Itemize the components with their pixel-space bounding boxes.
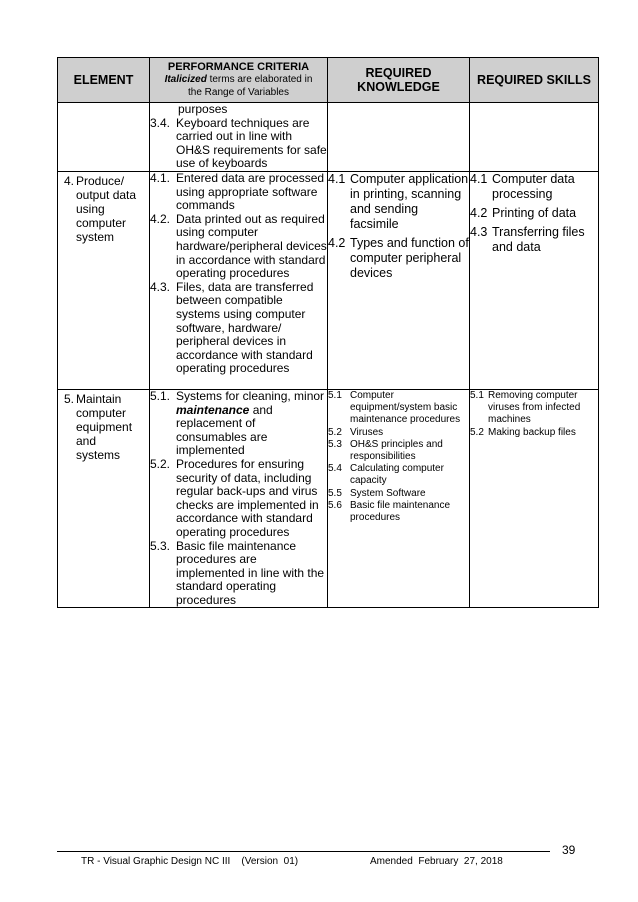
italic-term: maintenance — [176, 402, 250, 417]
item-text — [176, 390, 327, 458]
list-item — [328, 236, 469, 281]
item-text: Viruses — [350, 426, 384, 438]
list-item — [470, 172, 598, 202]
list-item — [470, 427, 598, 439]
item-text-pre: Systems for cleaning, minor — [176, 388, 325, 403]
competency-table — [57, 57, 599, 608]
cell-element-empty — [58, 103, 150, 172]
item-number: 3.4. — [150, 115, 171, 130]
item-number: 4.2 — [470, 205, 488, 220]
header-required-skills — [470, 58, 599, 103]
header-element-label: ELEMENT — [73, 73, 134, 87]
list-item — [328, 172, 469, 232]
list-item — [150, 172, 327, 213]
item-text: Printing of data — [492, 205, 577, 220]
list-item — [470, 206, 598, 221]
page-number: 39 — [562, 843, 576, 857]
knowledge-list — [328, 172, 469, 281]
cell-criteria — [150, 389, 328, 608]
footer-amended-date: Amended February 27, 2018 — [370, 856, 503, 867]
item-number: 5.2 — [470, 426, 484, 438]
list-item — [150, 117, 327, 171]
list-item — [470, 225, 598, 255]
skills-list — [470, 172, 598, 255]
item-text: Procedures for ensuring security of data, including regular back-ups and virus checks are implemented in accordance with standard operating procedures — [176, 456, 319, 539]
table-row-element-5 — [58, 389, 599, 608]
list-item — [328, 390, 469, 427]
item-number: 4.2 — [328, 235, 346, 250]
item-text: Making backup files — [488, 426, 576, 438]
element-cell-content — [58, 390, 149, 462]
item-number: 5.1. — [150, 388, 171, 403]
item-text: Basic file maintenance procedures are implemented in line with the standard operating procedures — [176, 538, 325, 607]
item-number: 5.3. — [150, 538, 171, 553]
item-number: 4.1. — [150, 170, 171, 185]
item-text: Removing computer viruses from infected machines — [488, 389, 581, 426]
cell-criteria-continuation — [150, 103, 328, 172]
header-skills-label: REQUIRED SKILLS — [477, 73, 591, 87]
element-text: Produce/ output data using computer system — [76, 173, 137, 244]
cell-element — [58, 389, 150, 608]
item-text: Basic file maintenance procedures — [350, 499, 451, 523]
table-row-element-4 — [58, 171, 599, 389]
list-item — [328, 427, 469, 439]
knowledge-list — [328, 390, 469, 524]
item-number: 5.3 — [328, 438, 342, 450]
header-element — [58, 58, 150, 103]
cell-skills-empty — [470, 103, 599, 172]
item-text: Types and function of computer peripheral devices — [350, 235, 469, 280]
item-text: Transferring files and data — [492, 224, 585, 254]
cell-knowledge — [328, 171, 470, 389]
list-item — [150, 458, 327, 540]
header-pc-title: PERFORMANCE CRITERIA — [167, 61, 310, 73]
item-number: 5.6 — [328, 499, 342, 511]
item-number: 5.1 — [328, 389, 342, 401]
header-pc-italic: Italicized — [164, 74, 207, 85]
list-item — [150, 213, 327, 281]
item-number: 5.4 — [328, 463, 342, 475]
list-item — [150, 390, 327, 458]
item-number: 5.2 — [328, 426, 342, 438]
item-number: 4.1 — [328, 171, 346, 186]
element-cell-content — [58, 172, 149, 244]
footer-document-title: TR - Visual Graphic Design NC III (Version 01) — [81, 856, 299, 867]
table-row-continuation — [58, 103, 599, 172]
header-knowledge-line2: KNOWLEDGE — [357, 80, 440, 94]
footer-divider — [57, 851, 550, 852]
item-number: 4.3 — [470, 224, 488, 239]
cell-element — [58, 171, 150, 389]
table-header-row — [58, 58, 599, 103]
list-item — [150, 281, 327, 376]
item-text: Data printed out as required using computer hardware/peripheral devices in accordance with standard operating procedures — [176, 211, 327, 281]
item-text: Entered data are processed using appropriate software commands — [176, 170, 325, 213]
item-text: Keyboard techniques are carried out in line with OH&S requirements for safe use of keyboards — [176, 115, 327, 171]
item-text: Calculating computer capacity — [350, 463, 444, 487]
header-pc-note — [150, 73, 327, 86]
header-knowledge-line1: REQUIRED — [365, 66, 432, 80]
item-number: 5.2. — [150, 456, 171, 471]
item-text: Computer application in printing, scanning and sending facsimile — [350, 171, 469, 231]
cell-criteria — [150, 171, 328, 389]
cell-knowledge — [328, 389, 470, 608]
header-pc-note-rest: terms are elaborated in — [206, 74, 313, 85]
item-text: Computer equipment/system basic maintenance procedures — [350, 389, 461, 426]
item-text: Files, data are transferred between compatible systems using computer software, hardware/ peripheral devices in accordance with standard operating procedures — [176, 279, 314, 376]
cell-skills — [470, 389, 599, 608]
element-text: Maintain computer equipment and systems — [76, 391, 133, 462]
criteria-list — [150, 390, 327, 608]
list-item — [328, 439, 469, 463]
header-required-knowledge — [328, 58, 470, 103]
item-number: 4.1 — [470, 171, 488, 186]
item-number: 5.5 — [328, 487, 342, 499]
item-text: Computer data processing — [492, 171, 575, 201]
item-number: 5.1 — [470, 389, 484, 401]
item-text: System Software — [350, 487, 426, 499]
element-number: 5. — [64, 391, 75, 406]
item-text-post: and replacement of consumables are implemented — [176, 402, 273, 458]
list-item — [328, 488, 469, 500]
list-item — [328, 500, 469, 524]
element-number: 4. — [64, 173, 75, 188]
item-text: OH&S principles and responsibilities — [350, 438, 443, 462]
continuation-text: purposes — [178, 102, 228, 116]
cell-skills — [470, 171, 599, 389]
item-number: 4.2. — [150, 211, 171, 226]
list-item — [470, 390, 598, 427]
cell-knowledge-empty — [328, 103, 470, 172]
header-performance-criteria — [150, 58, 328, 103]
continuation-list — [150, 117, 327, 171]
list-item — [328, 463, 469, 487]
skills-list — [470, 390, 598, 439]
header-pc-note-line2: the Range of Variables — [188, 87, 289, 98]
item-number: 4.3. — [150, 279, 171, 294]
criteria-list — [150, 172, 327, 376]
list-item — [150, 540, 327, 608]
